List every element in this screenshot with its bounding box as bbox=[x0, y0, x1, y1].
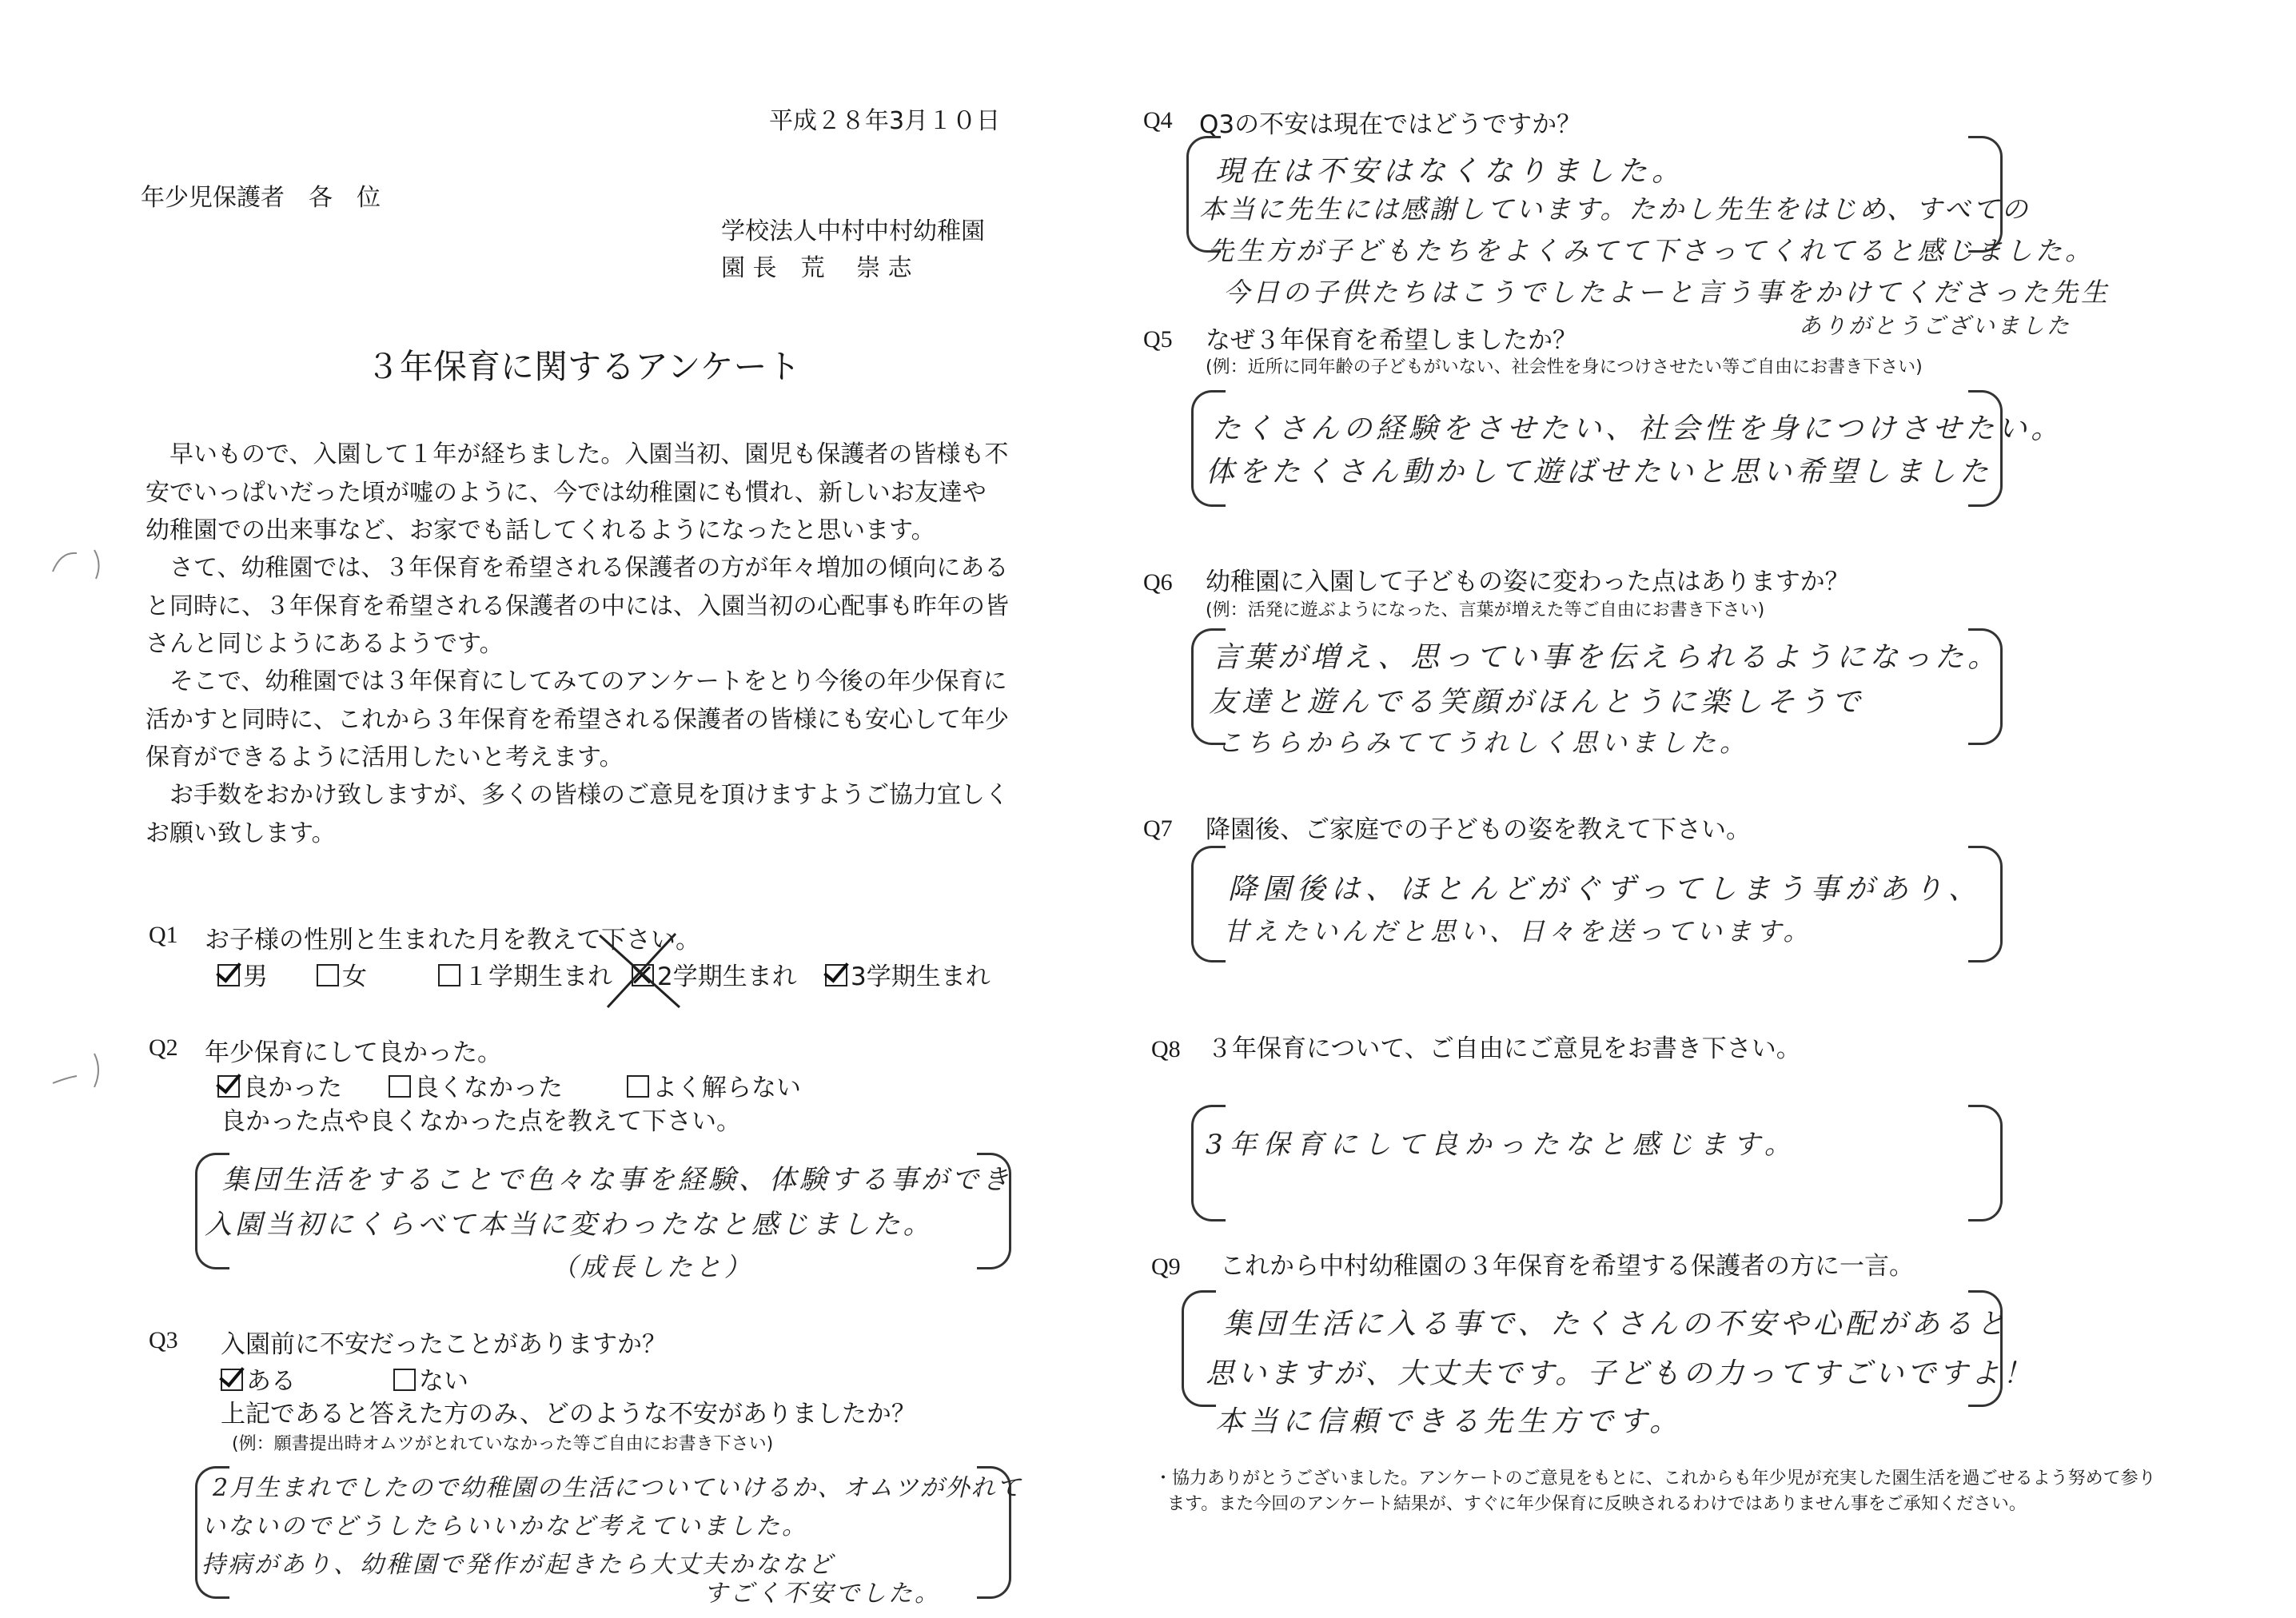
addressee: 年少児保護者 各 位 bbox=[141, 184, 381, 212]
q2-number: Q2 bbox=[149, 1034, 178, 1061]
q1-option-label: 3学期生まれ bbox=[851, 962, 991, 991]
q7-number: Q7 bbox=[1143, 815, 1173, 842]
punch-hole-mark-icon bbox=[45, 1047, 109, 1095]
intro-paragraph-4: お手数をおかけ致しますが、多くの皆様のご意見を頂けますようご協力宜しくお願い致します。 bbox=[145, 781, 1009, 847]
q3-option-label: ない bbox=[419, 1367, 468, 1396]
q3-answer-line[interactable]: 持病があり、幼稚園で発作が起きたら大丈夫かななど bbox=[201, 1551, 835, 1579]
q7-answer-line[interactable]: 甘えたいんだと思い、日々を送っています。 bbox=[1223, 916, 1813, 946]
q6-answer-line[interactable]: 友達と遊んでる笑顔がほんとうに楽しそうで bbox=[1209, 686, 1865, 719]
q7-question: 降園後、ご家庭での子どもの姿を教えて下さい。 bbox=[1206, 815, 1751, 844]
q2-answer-line[interactable]: 入園当初にくらべて本当に変わったなと感じました。 bbox=[205, 1209, 934, 1241]
intro-paragraph-1: 早いもので、入園して１年が経ちました。入園当初、園児も保護者の皆様も不安でいっぱいだった頃が嘘のように、今では幼稚園にも慣れ、新しいお友達や幼稚園での出来事など、お家でも話してくれるようになったと思います。 bbox=[145, 440, 1009, 544]
q4-answer-line[interactable]: ありがとうございました bbox=[1799, 313, 2072, 339]
q2-subquestion: 良かった点や良くなかった点を教えて下さい。 bbox=[221, 1107, 741, 1136]
q4-answer-line[interactable]: 今日の子供たちはこうでしたよーと言う事をかけてくださった先生 bbox=[1223, 277, 2111, 308]
q8-question: ３年保育について、ご自由にご意見をお書き下さい。 bbox=[1207, 1034, 1801, 1063]
q1-option-male[interactable] bbox=[217, 956, 268, 992]
q6-number: Q6 bbox=[1143, 569, 1173, 596]
q8-answer-bracket-right bbox=[1968, 1105, 2003, 1221]
punch-hole-mark-icon bbox=[45, 544, 109, 584]
checkbox-icon[interactable] bbox=[317, 964, 339, 986]
checkbox-icon[interactable] bbox=[393, 1369, 416, 1391]
q3-number: Q3 bbox=[149, 1327, 178, 1353]
q9-answer-line[interactable]: 集団生活に入る事で、たくさんの不安や心配があると bbox=[1223, 1308, 2010, 1341]
checkbox-icon[interactable] bbox=[389, 1075, 411, 1098]
q6-question: 幼稚園に入園して子どもの姿に変わった点はありますか？ bbox=[1206, 568, 1850, 596]
footer-note-line-2: ます。また今回のアンケート結果が、すぐに年少保育に反映されるわけではありません事をご承知ください。 bbox=[1167, 1494, 2027, 1514]
q9-number: Q9 bbox=[1151, 1253, 1181, 1280]
intro-paragraph-2: さて、幼稚園では、３年保育を希望される保護者の方が年々増加の傾向にあると同時に、３年保育を希望される保護者の中には、入園当初の心配事も昨年の皆さんと同じようにあるようです。 bbox=[145, 554, 1009, 658]
checkbox-icon[interactable] bbox=[217, 1075, 240, 1098]
q2-answer-line[interactable]: 集団生活をすることで色々な事を経験、体験する事ができ bbox=[222, 1164, 1012, 1196]
q5-question: なぜ３年保育を希望しましたか？ bbox=[1206, 326, 1577, 355]
q4-answer-line[interactable]: 現在は不安はなくなりました。 bbox=[1215, 155, 1686, 188]
q2-option-label: よく解らない bbox=[652, 1074, 801, 1102]
q8-answer-line[interactable]: 3年保育にして良かったなと感じます。 bbox=[1206, 1129, 1798, 1161]
q1-option-label: 女 bbox=[342, 962, 367, 991]
q2-option-label: 良くなかった bbox=[414, 1074, 563, 1102]
q6-answer-line[interactable]: こちらからみててうれしく思いました。 bbox=[1217, 727, 1750, 758]
q6-answer-line[interactable]: 言葉が増え、思ってい事を伝えられるようになった。 bbox=[1212, 641, 2001, 674]
q1-option-label: １学期生まれ bbox=[464, 962, 612, 991]
q3-example: (例：願書提出時オムツがとれていなかった等ご自由にお書き下さい) bbox=[232, 1434, 774, 1454]
q9-answer-line[interactable]: 本当に信頼できる先生方です。 bbox=[1215, 1405, 1684, 1438]
survey-title: ３年保育に関するアンケート bbox=[366, 347, 801, 386]
q3-question: 入園前に不安だったことがありますか？ bbox=[221, 1330, 667, 1359]
checkbox-icon[interactable] bbox=[217, 964, 240, 986]
q2-answer-line[interactable]: （成長したと） bbox=[552, 1252, 754, 1282]
q9-answer-line[interactable]: 思いますが、大丈夫です。子どもの力ってすごいですよ！ bbox=[1206, 1357, 2035, 1390]
q6-example: (例：活発に遊ぶようになった、言葉が増えた等ご自由にお書き下さい) bbox=[1206, 600, 1765, 620]
q5-example: (例：近所に同年齢の子どもがいない、社会性を身につけさせたい等ご自由にお書き下さい) bbox=[1206, 357, 1923, 377]
q4-answer-line[interactable]: 本当に先生には感謝しています。たかし先生をはじめ、すべての bbox=[1199, 193, 2031, 225]
q1-number: Q1 bbox=[149, 922, 178, 948]
checkbox-icon[interactable] bbox=[825, 964, 847, 986]
q3-subquestion: 上記であると答えた方のみ、どのような不安がありましたか？ bbox=[221, 1400, 916, 1429]
principal-name: 園 長 荒 崇 志 bbox=[721, 254, 912, 282]
q2-option-good[interactable] bbox=[217, 1067, 342, 1103]
q9-question: これから中村幼稚園の３年保育を希望する保護者の方に一言。 bbox=[1220, 1252, 1914, 1281]
q4-answer-line[interactable]: 先生方が子どもたちをよくみてて下さってくれてると感じました。 bbox=[1207, 235, 2095, 266]
checkbox-icon[interactable] bbox=[438, 964, 460, 986]
q2-option-label: 良かった bbox=[243, 1074, 342, 1102]
q3-option-no[interactable] bbox=[393, 1361, 468, 1397]
q3-option-yes[interactable] bbox=[221, 1361, 296, 1397]
q1-option-term3[interactable] bbox=[825, 956, 991, 992]
q5-number: Q5 bbox=[1143, 326, 1173, 353]
q1-option-label: 2学期生まれ bbox=[657, 962, 797, 991]
checkbox-icon[interactable] bbox=[627, 1075, 649, 1098]
intro-paragraph-3: そこで、幼稚園では３年保育にしてみてのアンケートをとり今後の年少保育に活かすと同時に、これから３年保育を希望される保護者の皆様にも安心して年少保育ができるように活用したいと考えます。 bbox=[145, 668, 1009, 771]
q5-answer-line[interactable]: たくさんの経験をさせたい、社会性を身につけさせたい。 bbox=[1212, 412, 2064, 445]
q1-option-female[interactable] bbox=[317, 956, 367, 992]
q1-option-term1[interactable] bbox=[438, 956, 612, 992]
q8-number: Q8 bbox=[1151, 1036, 1181, 1062]
footer-note-line-1: ・協力ありがとうございました。アンケートのご意見をもとに、これからも年少児が充実した園生活を過ごせるよう努めて参り bbox=[1154, 1469, 2156, 1488]
q4-number: Q4 bbox=[1143, 107, 1173, 134]
q4-question: Q3の不安は現在ではどうですか？ bbox=[1199, 110, 1582, 139]
q2-question: 年少保育にして良かった。 bbox=[205, 1038, 502, 1067]
q1-option-label: 男 bbox=[243, 962, 268, 991]
q1-question: お子様の性別と生まれた月を教えて下さい。 bbox=[205, 926, 700, 954]
checkbox-icon[interactable] bbox=[221, 1369, 243, 1391]
q3-answer-line[interactable]: いないのでどうしたらいいかなど考えていました。 bbox=[201, 1512, 808, 1540]
q3-option-label: ある bbox=[246, 1367, 296, 1396]
date: 平成２８年3月１０日 bbox=[769, 107, 1001, 135]
q2-option-unsure[interactable] bbox=[627, 1067, 801, 1103]
q7-answer-line[interactable]: 降園後は、ほとんどがぐずってしまう事があり、 bbox=[1228, 873, 1983, 906]
q3-answer-line[interactable]: 2月生まれでしたので幼稚園の生活についていけるか、オムツが外れて bbox=[213, 1474, 1022, 1502]
q2-option-not-good[interactable] bbox=[389, 1067, 563, 1103]
q5-answer-line[interactable]: 体をたくさん動かして遊ばせたいと思い希望しました bbox=[1206, 456, 1993, 488]
hand-cross-mark-icon bbox=[592, 927, 688, 1015]
q7-answer-bracket-left bbox=[1191, 846, 1226, 962]
school-name: 学校法人中村中村幼稚園 bbox=[721, 217, 985, 245]
q3-answer-line[interactable]: すごく不安でした。 bbox=[704, 1580, 941, 1608]
